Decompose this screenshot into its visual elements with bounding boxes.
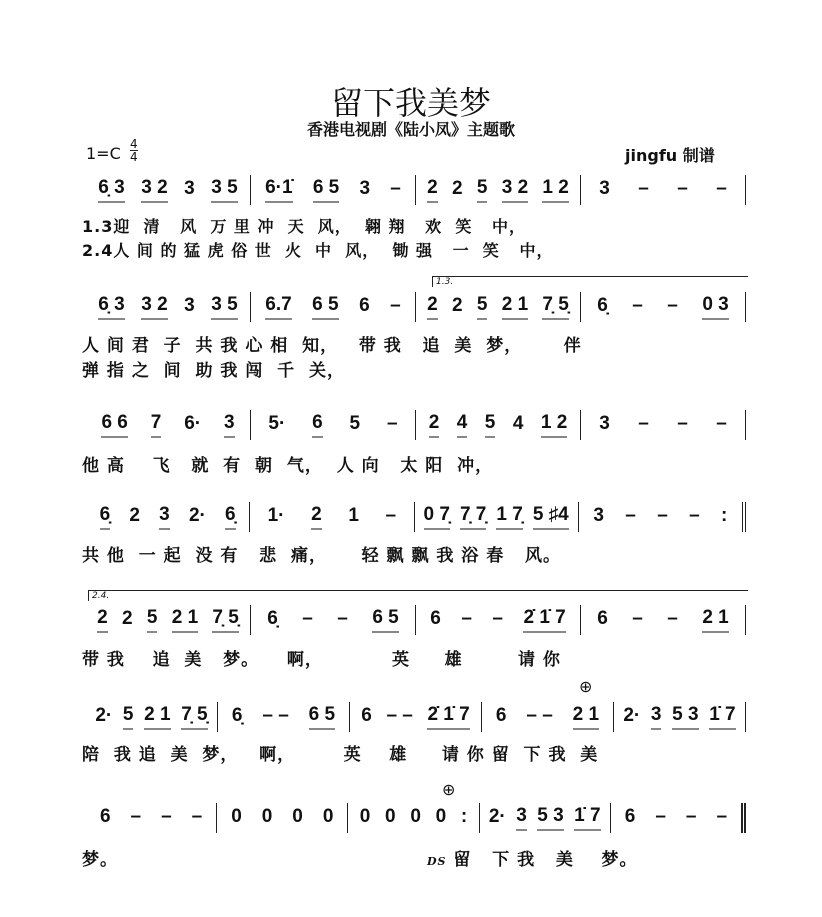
note-group: 6 bbox=[430, 608, 441, 629]
measure bbox=[416, 410, 581, 440]
note-group: – bbox=[191, 806, 203, 827]
note-group: 6 5 bbox=[313, 177, 339, 203]
note-group: 2 bbox=[452, 178, 463, 199]
note-group: 6̣ 3 bbox=[98, 177, 124, 203]
note-group: 3 2 bbox=[141, 177, 167, 203]
note-group: 5 3 bbox=[537, 805, 563, 831]
note-group: – bbox=[716, 178, 727, 199]
note-group: 6 bbox=[99, 806, 111, 827]
lyrics-line: 人 间 君 子 共 我 心 相 知， 带 我 追 美 梦， 伴 bbox=[82, 336, 582, 356]
note-group: – bbox=[638, 413, 649, 434]
note-group: 0 bbox=[385, 806, 396, 827]
note-group: 6̣ bbox=[100, 504, 111, 530]
note-group: – bbox=[716, 413, 727, 434]
note-group: 3 bbox=[359, 178, 371, 199]
note-group: 6 bbox=[361, 705, 372, 726]
coda-sign-icon: ⊕ bbox=[442, 780, 456, 799]
note-group: 6 5 bbox=[312, 294, 338, 320]
note-group: 0 7̣ bbox=[424, 504, 450, 530]
measure bbox=[218, 702, 350, 732]
coda-sign-icon: ⊕ bbox=[579, 677, 593, 696]
note-group: 2 1 bbox=[172, 607, 198, 633]
note-group: 5 bbox=[485, 412, 496, 438]
note-group: 6 5 bbox=[309, 704, 335, 730]
note-group: 2 bbox=[429, 412, 440, 438]
measure bbox=[581, 175, 746, 205]
note-group: – bbox=[161, 806, 172, 827]
note-group: 5 bbox=[477, 177, 488, 203]
note-group: : bbox=[460, 806, 468, 827]
note-group: 2 1 bbox=[573, 704, 599, 730]
staff-row bbox=[86, 605, 746, 635]
note-group: 1 bbox=[348, 505, 359, 526]
measure bbox=[581, 410, 746, 440]
note-group: 0 bbox=[231, 806, 242, 827]
note-group: – bbox=[677, 178, 688, 199]
note-group: 2 bbox=[129, 505, 140, 526]
time-signature bbox=[130, 138, 138, 163]
note-group: – bbox=[677, 413, 688, 434]
note-group: 3 5 bbox=[211, 294, 237, 320]
song-title: 留下我美梦 bbox=[330, 84, 491, 122]
note-group: 2 bbox=[452, 295, 463, 316]
note-group: 5· bbox=[268, 413, 286, 434]
measure bbox=[86, 803, 217, 833]
note-group: 3 bbox=[599, 178, 610, 199]
staff-row bbox=[86, 702, 746, 732]
note-group: 7̣ 5̣ bbox=[181, 704, 207, 730]
note-group: 7̣ 5̣ bbox=[542, 294, 568, 320]
note-group: – bbox=[492, 608, 503, 629]
note-group: 1 7̣ bbox=[496, 504, 522, 530]
note-group: 1̇ 7 bbox=[574, 805, 600, 831]
note-group: – bbox=[461, 608, 472, 629]
note-group: 6̣ bbox=[267, 608, 278, 629]
measure bbox=[86, 292, 251, 322]
note-group: – bbox=[337, 608, 348, 629]
note-group: 0 bbox=[261, 806, 273, 827]
note-group: – bbox=[657, 505, 668, 526]
note-group: 2· bbox=[188, 505, 206, 526]
note-group: 3 2 bbox=[502, 177, 528, 203]
note-group: 2 bbox=[122, 608, 133, 629]
note-group: 0 bbox=[435, 806, 447, 827]
note-group: 6· bbox=[184, 413, 202, 434]
note-group: – bbox=[667, 295, 678, 316]
note-group: – bbox=[655, 806, 666, 827]
note-group: – bbox=[685, 806, 697, 827]
note-group: – bbox=[625, 505, 636, 526]
measure bbox=[480, 803, 611, 833]
key-signature: 1=C bbox=[86, 144, 121, 163]
lyrics-line: 他 高 飞 就 有 朝 气， 人 向 太 阳 冲， bbox=[82, 456, 494, 476]
measure bbox=[86, 502, 250, 532]
measure bbox=[614, 702, 746, 732]
note-group: 1̇ 7 bbox=[709, 704, 735, 730]
measure bbox=[581, 292, 746, 322]
lyrics-coda-text: 留 下 我 美 梦。 bbox=[453, 850, 638, 870]
note-group: – bbox=[632, 608, 643, 629]
note-group: 3 bbox=[651, 704, 662, 730]
note-group: – bbox=[689, 505, 700, 526]
note-group: 1 2 bbox=[542, 177, 568, 203]
lyrics-line-coda bbox=[427, 845, 638, 870]
staff-row bbox=[86, 292, 746, 322]
measure bbox=[482, 702, 614, 732]
note-group: 6̣ 3 bbox=[98, 294, 124, 320]
measure bbox=[251, 410, 416, 440]
measure bbox=[251, 292, 416, 322]
meter-bottom: 4 bbox=[130, 150, 138, 164]
note-group: – bbox=[638, 178, 649, 199]
lyrics-line: 带 我 追 美 梦。 啊， 英 雄 请 你 bbox=[82, 650, 561, 670]
note-group: 5 bbox=[349, 413, 361, 434]
note-group: – bbox=[716, 806, 728, 827]
lyrics-line: 陪 我 追 美 梦， 啊， 英 雄 请 你 留 下 我 美 bbox=[82, 745, 599, 765]
note-group: 2 1 bbox=[144, 704, 170, 730]
measure bbox=[86, 605, 251, 635]
note-group: 6 bbox=[495, 705, 507, 726]
note-group: 7 bbox=[151, 412, 162, 438]
note-group: 4 bbox=[512, 413, 524, 434]
measure bbox=[217, 803, 348, 833]
note-group: 5 bbox=[147, 607, 158, 633]
note-group: 6.7 bbox=[265, 294, 291, 320]
staff-row bbox=[86, 803, 746, 833]
measure bbox=[348, 803, 479, 833]
note-group: 5 3 bbox=[672, 704, 698, 730]
note-group: – bbox=[632, 295, 643, 316]
measure bbox=[350, 702, 482, 732]
measure bbox=[86, 702, 218, 732]
note-group: 5 bbox=[123, 704, 134, 730]
measure bbox=[86, 175, 251, 205]
note-group: 2 1 bbox=[702, 607, 728, 633]
note-group: 6 bbox=[359, 295, 370, 316]
measure bbox=[579, 502, 746, 532]
note-group: 3 bbox=[184, 295, 195, 316]
note-group: 3 bbox=[516, 805, 527, 831]
note-group: 3 bbox=[159, 504, 170, 530]
volta-bracket-1: 1.3. bbox=[432, 276, 748, 287]
measure bbox=[251, 175, 416, 205]
note-group: 6 bbox=[312, 412, 323, 438]
lyrics-verse-2-4: 2.4人 间 的 猛 虎 俗 世 火 中 风， 锄 强 一 笑 中， bbox=[82, 241, 554, 260]
volta-bracket-2: 2.4. bbox=[88, 590, 748, 601]
measure bbox=[416, 292, 581, 322]
note-group: 7̣ 7̣ bbox=[460, 504, 486, 530]
note-group: 1· bbox=[267, 505, 285, 526]
note-group: 6 5 bbox=[372, 607, 398, 633]
note-group: – bbox=[667, 608, 678, 629]
measure bbox=[250, 502, 414, 532]
note-group: 3 2 bbox=[141, 294, 167, 320]
note-group: – bbox=[390, 178, 401, 199]
note-group: 2̇ 1̇ 7 bbox=[427, 704, 469, 730]
measure bbox=[611, 803, 746, 833]
note-group: 2 bbox=[427, 294, 438, 320]
note-group: – bbox=[130, 806, 142, 827]
note-group: – – bbox=[262, 705, 289, 726]
note-group: 2 bbox=[427, 177, 438, 203]
measure bbox=[416, 605, 581, 635]
staff-row bbox=[86, 175, 746, 205]
note-group: 3 bbox=[599, 413, 610, 434]
measure bbox=[415, 502, 579, 532]
note-group: 1 2 bbox=[541, 412, 567, 438]
note-group: 0 bbox=[322, 806, 334, 827]
note-group: – – bbox=[526, 705, 553, 726]
note-group: 0 3 bbox=[702, 294, 728, 320]
note-group: 5 ♯4 bbox=[533, 504, 569, 530]
note-group: – bbox=[385, 505, 397, 526]
measure bbox=[251, 605, 416, 635]
staff-row bbox=[86, 502, 746, 532]
note-group: : bbox=[720, 505, 728, 526]
note-group: – – bbox=[386, 705, 413, 726]
note-group: 2· bbox=[623, 705, 641, 726]
note-group: 3 bbox=[593, 505, 604, 526]
lyrics-line: 弹 指 之 间 助 我 闯 千 关， bbox=[82, 361, 346, 381]
song-subtitle: 香港电视剧《陆小凤》主题歌 bbox=[306, 120, 515, 139]
lyrics-verse-1-3: 1.3迎 清 风 万 里 冲 天 风， 翱 翔 欢 笑 中， bbox=[82, 217, 527, 236]
note-group: – bbox=[390, 295, 401, 316]
measure bbox=[581, 605, 746, 635]
staff-row bbox=[86, 410, 746, 440]
note-group: 2 1 bbox=[502, 294, 528, 320]
note-group: 7̣ 5̣ bbox=[212, 607, 238, 633]
measure bbox=[86, 410, 251, 440]
note-group: 6̣ bbox=[225, 504, 236, 530]
note-group: 0 bbox=[410, 806, 421, 827]
note-group: 2· bbox=[488, 806, 506, 827]
note-group: 6 6 bbox=[101, 412, 127, 438]
note-group: 6 bbox=[597, 608, 608, 629]
lyrics-line: 梦。 bbox=[82, 850, 118, 870]
lyrics-line: 共 他 一 起 没 有 悲 痛， 轻 飘 飘 我 浴 春 风。 bbox=[82, 546, 561, 566]
note-group: 2 bbox=[311, 504, 322, 530]
note-group: 6̣ bbox=[231, 705, 243, 726]
note-group: 0 bbox=[292, 806, 303, 827]
note-group: 5 bbox=[477, 294, 488, 320]
note-group: 2· bbox=[95, 705, 113, 726]
note-group: – bbox=[386, 413, 398, 434]
note-group: 0 bbox=[359, 806, 371, 827]
arranger-credit: jingfu 制谱 bbox=[625, 146, 715, 165]
measure bbox=[416, 175, 581, 205]
note-group: 3 bbox=[184, 178, 195, 199]
dal-segno-mark: DS bbox=[427, 855, 447, 868]
note-group: 6·1̇ bbox=[265, 177, 292, 203]
note-group: 2 bbox=[97, 607, 108, 633]
note-group: 6 bbox=[624, 806, 636, 827]
note-group: – bbox=[302, 608, 313, 629]
meter-top: 4 bbox=[130, 137, 138, 151]
note-group: 3 bbox=[224, 412, 235, 438]
note-group: 6̣ bbox=[597, 295, 608, 316]
note-group: 3 5 bbox=[211, 177, 237, 203]
note-group: 4 bbox=[457, 412, 468, 438]
note-group: 2̇ 1̇ 7 bbox=[523, 607, 565, 633]
